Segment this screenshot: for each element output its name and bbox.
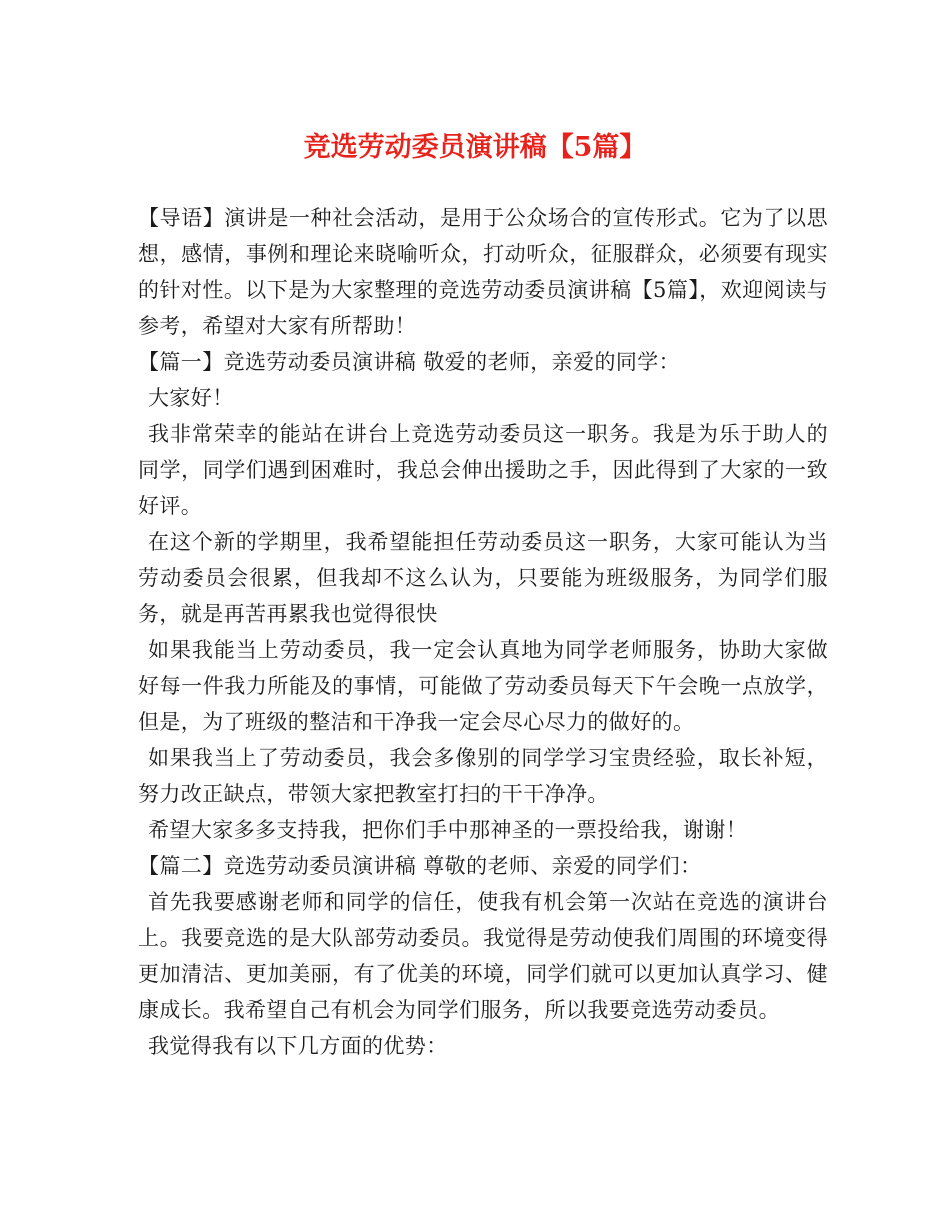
document-title: 竞选劳动委员演讲稿【5篇】 bbox=[303, 132, 647, 163]
document-body bbox=[138, 200, 828, 1064]
body-paragraph: 如果我当上了劳动委员，我会多像别的同学学习宝贵经验，取长补短，努力改正缺点，带领大家把教室打扫的干干净净。 bbox=[138, 746, 828, 806]
body-paragraph: 我非常荣幸的能站在讲台上竞选劳动委员这一职务。我是为乐于助人的同学，同学们遇到困难时，我总会伸出援助之手，因此得到了大家的一致好评。 bbox=[138, 422, 828, 518]
section-two-heading: 【篇二】竞选劳动委员演讲稿 尊敬的老师、亲爱的同学们： bbox=[138, 854, 702, 878]
intro-paragraph: 【导语】演讲是一种社会活动，是用于公众场合的宣传形式。它为了以思想，感情，事例和理论来晓喻听众，打动听众，征服群众，必须要有现实的针对性。以下是为大家整理的竞选劳动委员演讲稿【5篇】，欢迎阅读与参考，希望对大家有所帮助！ bbox=[138, 206, 828, 338]
section-one-heading: 【篇一】竞选劳动委员演讲稿 敬爱的老师，亲爱的同学： bbox=[138, 350, 681, 374]
body-paragraph: 我觉得我有以下几方面的优势： bbox=[148, 1034, 448, 1058]
body-paragraph: 如果我能当上劳动委员，我一定会认真地为同学老师服务，协助大家做好每一件我力所能及的事情，可能做了劳动委员每天下午会晚一点放学，但是，为了班级的整洁和干净我一定会尽心尽力的做好的。 bbox=[138, 638, 828, 734]
greeting-paragraph: 大家好！ bbox=[148, 386, 234, 410]
body-paragraph: 希望大家多多支持我，把你们手中那神圣的一票投给我，谢谢！ bbox=[148, 818, 748, 842]
body-paragraph: 首先我要感谢老师和同学的信任，使我有机会第一次站在竞选的演讲台上。我要竞选的是大队部劳动委员。我觉得是劳动使我们周围的环境变得更加清洁、更加美丽，有了优美的环境，同学们就可以更加认真学习、健康成长。我希望自己有机会为同学们服务，所以我要竞选劳动委员。 bbox=[138, 890, 828, 1022]
body-paragraph: 在这个新的学期里，我希望能担任劳动委员这一职务，大家可能认为当劳动委员会很累，但我却不这么认为，只要能为班级服务，为同学们服务，就是再苦再累我也觉得很快 bbox=[138, 530, 828, 626]
